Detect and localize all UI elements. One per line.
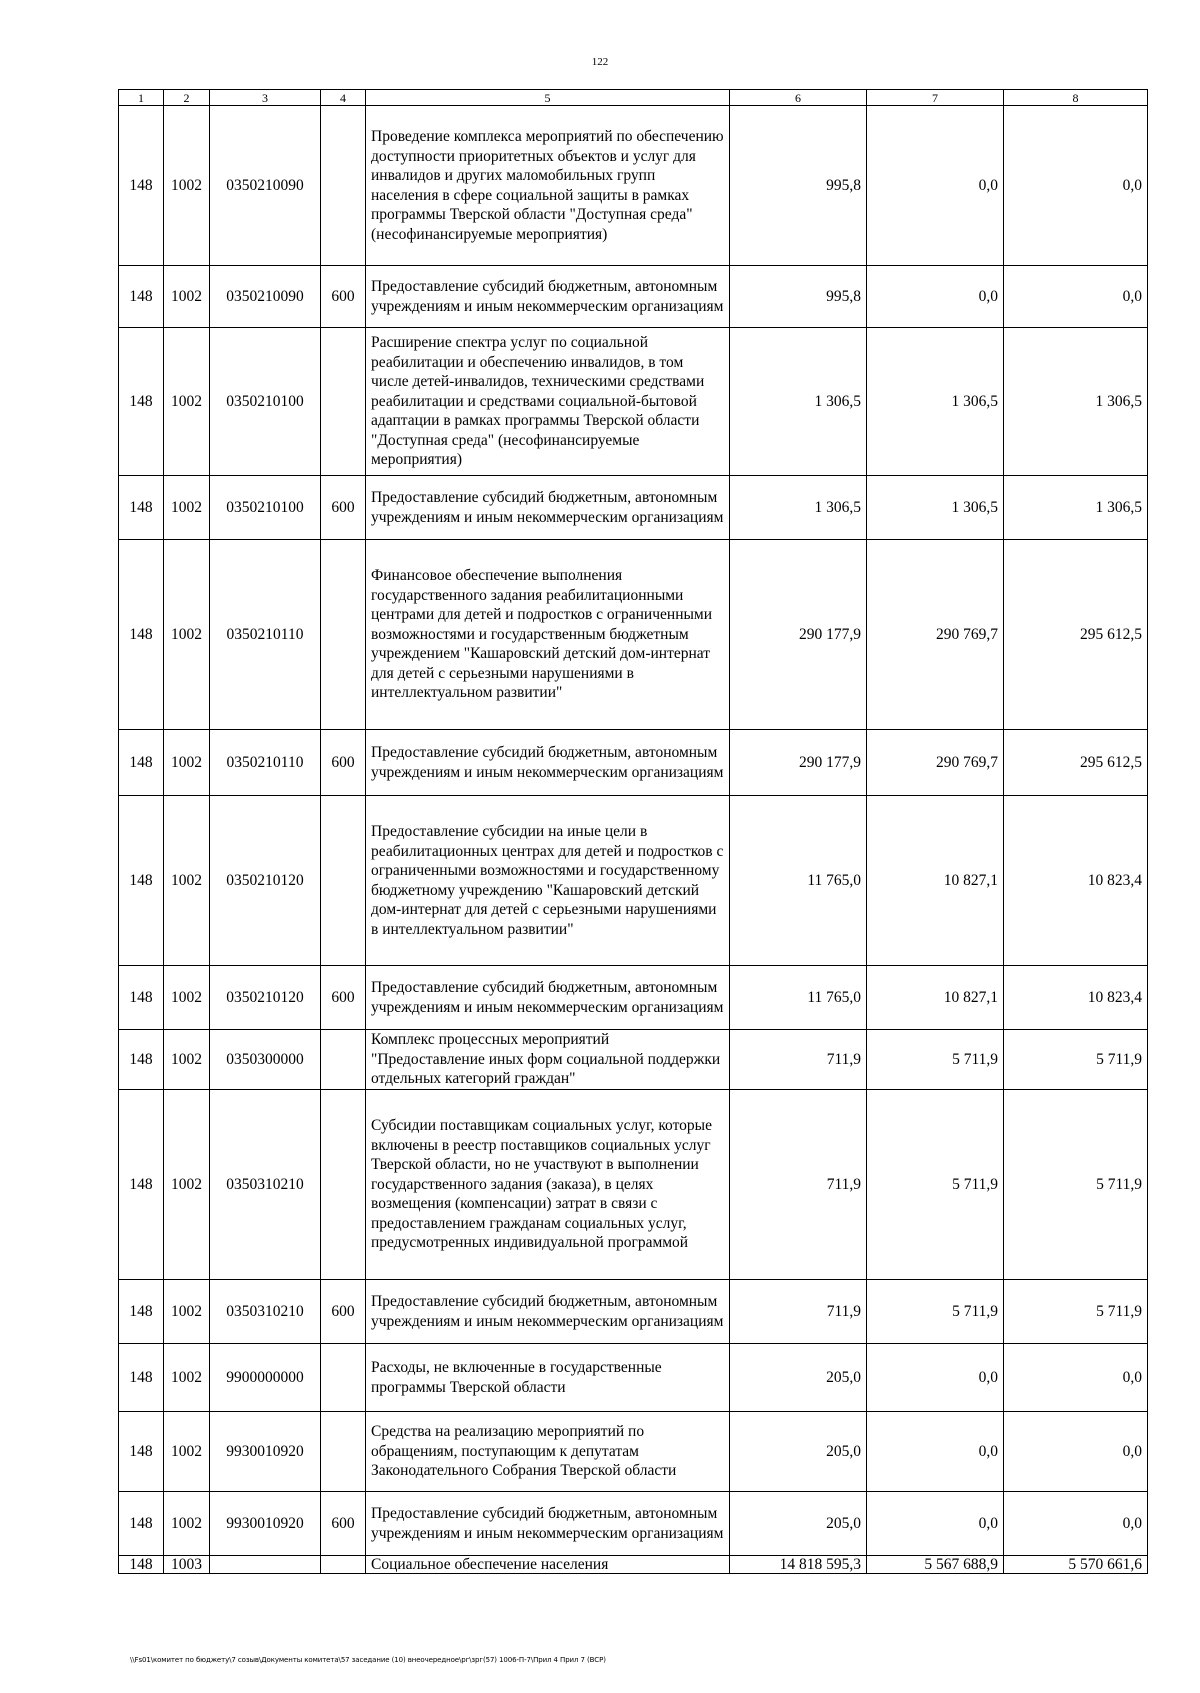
cell-target-article: 0350210090 <box>210 266 321 328</box>
cell-amount-6: 711,9 <box>730 1030 867 1090</box>
table-row <box>119 476 1148 540</box>
column-header: 1 <box>119 90 164 106</box>
cell-amount-6: 711,9 <box>730 1280 867 1344</box>
cell-expense-type <box>321 106 366 266</box>
cell-amount-8: 295 612,5 <box>1004 730 1148 796</box>
cell-amount-7: 0,0 <box>867 1412 1004 1492</box>
cell-name: Предоставление субсидий бюджетным, автономным учреждениям и иным некоммерческим организациям <box>366 1492 730 1556</box>
table-row <box>119 106 1148 266</box>
table-row <box>119 1492 1148 1556</box>
cell-target-article: 0350310210 <box>210 1280 321 1344</box>
cell-amount-6: 290 177,9 <box>730 730 867 796</box>
cell-name: Предоставление субсидий бюджетным, автономным учреждениям и иным некоммерческим организациям <box>366 266 730 328</box>
cell-name: Предоставление субсидий бюджетным, автономным учреждениям и иным некоммерческим организациям <box>366 1280 730 1344</box>
table-row <box>119 966 1148 1030</box>
cell-expense-type <box>321 1090 366 1280</box>
cell-ministry: 148 <box>119 328 164 476</box>
cell-ministry: 148 <box>119 1344 164 1412</box>
budget-table <box>118 89 1148 1574</box>
cell-expense-type: 600 <box>321 476 366 540</box>
cell-section: 1002 <box>164 966 210 1030</box>
cell-amount-7: 1 306,5 <box>867 328 1004 476</box>
header-row <box>119 90 1148 106</box>
cell-ministry: 148 <box>119 1030 164 1090</box>
cell-amount-8: 0,0 <box>1004 266 1148 328</box>
table-row <box>119 1280 1148 1344</box>
cell-name: Расходы, не включенные в государственные программы Тверской области <box>366 1344 730 1412</box>
cell-ministry: 148 <box>119 106 164 266</box>
table-row <box>119 1556 1148 1574</box>
cell-amount-7: 10 827,1 <box>867 796 1004 966</box>
cell-section: 1002 <box>164 106 210 266</box>
cell-expense-type <box>321 1030 366 1090</box>
column-header: 5 <box>366 90 730 106</box>
cell-amount-8: 0,0 <box>1004 1492 1148 1556</box>
cell-amount-8: 0,0 <box>1004 1412 1148 1492</box>
cell-ministry: 148 <box>119 266 164 328</box>
cell-name: Субсидии поставщикам социальных услуг, которые включены в реестр поставщиков социальных услуг Тверской области, но не участвуют в выполнении государственного задания (заказа), в целях возмещения (компенсации) затрат в связи с предоставлением гражданам социальных услуг, предусмотренных индивидуальной программой <box>366 1090 730 1280</box>
table-row <box>119 1090 1148 1280</box>
cell-expense-type: 600 <box>321 966 366 1030</box>
cell-section: 1002 <box>164 1280 210 1344</box>
cell-amount-7: 0,0 <box>867 1492 1004 1556</box>
column-header: 6 <box>730 90 867 106</box>
cell-amount-6: 995,8 <box>730 106 867 266</box>
cell-amount-8: 0,0 <box>1004 1344 1148 1412</box>
cell-name: Социальное обеспечение населения <box>366 1556 730 1574</box>
cell-expense-type <box>321 328 366 476</box>
cell-target-article <box>210 1556 321 1574</box>
table-row <box>119 540 1148 730</box>
column-header: 2 <box>164 90 210 106</box>
cell-name: Средства на реализацию мероприятий по обращениям, поступающим к депутатам Законодательного Собрания Тверской области <box>366 1412 730 1492</box>
cell-target-article: 0350310210 <box>210 1090 321 1280</box>
cell-section: 1002 <box>164 540 210 730</box>
table-row <box>119 328 1148 476</box>
cell-amount-6: 290 177,9 <box>730 540 867 730</box>
cell-target-article: 0350210110 <box>210 730 321 796</box>
cell-amount-6: 1 306,5 <box>730 476 867 540</box>
cell-ministry: 148 <box>119 1412 164 1492</box>
cell-amount-8: 5 711,9 <box>1004 1280 1148 1344</box>
cell-amount-7: 5 711,9 <box>867 1280 1004 1344</box>
cell-amount-8: 5 711,9 <box>1004 1090 1148 1280</box>
cell-section: 1002 <box>164 796 210 966</box>
cell-target-article: 0350210120 <box>210 796 321 966</box>
cell-section: 1002 <box>164 1492 210 1556</box>
cell-expense-type <box>321 1556 366 1574</box>
cell-amount-8: 10 823,4 <box>1004 796 1148 966</box>
cell-expense-type <box>321 1412 366 1492</box>
table-row <box>119 266 1148 328</box>
cell-amount-6: 11 765,0 <box>730 796 867 966</box>
cell-expense-type: 600 <box>321 1492 366 1556</box>
cell-ministry: 148 <box>119 730 164 796</box>
cell-name: Предоставление субсидий бюджетным, автономным учреждениям и иным некоммерческим организациям <box>366 966 730 1030</box>
cell-section: 1002 <box>164 1412 210 1492</box>
cell-expense-type: 600 <box>321 266 366 328</box>
cell-section: 1002 <box>164 730 210 796</box>
file-path-footer: \\Fs01\комитет по бюджету\7 созыв\Документы комитета\57 заседание (10) внеочередное\рг\зрг(57) 1006-П-7\Прил 4 Прил 7 (ВСР) <box>130 1656 606 1664</box>
cell-amount-6: 205,0 <box>730 1492 867 1556</box>
cell-amount-6: 205,0 <box>730 1412 867 1492</box>
column-header: 4 <box>321 90 366 106</box>
cell-section: 1002 <box>164 476 210 540</box>
cell-expense-type <box>321 1344 366 1412</box>
cell-amount-6: 995,8 <box>730 266 867 328</box>
cell-amount-6: 11 765,0 <box>730 966 867 1030</box>
cell-ministry: 148 <box>119 796 164 966</box>
cell-ministry: 148 <box>119 1556 164 1574</box>
cell-name: Предоставление субсидий бюджетным, автономным учреждениям и иным некоммерческим организациям <box>366 476 730 540</box>
table-row <box>119 1412 1148 1492</box>
table-row <box>119 1030 1148 1090</box>
cell-section: 1002 <box>164 1090 210 1280</box>
cell-section: 1002 <box>164 1344 210 1412</box>
cell-ministry: 148 <box>119 1090 164 1280</box>
cell-amount-8: 10 823,4 <box>1004 966 1148 1030</box>
cell-amount-6: 205,0 <box>730 1344 867 1412</box>
cell-section: 1002 <box>164 266 210 328</box>
cell-name: Предоставление субсидии на иные цели в реабилитационных центрах для детей и подростков с ограниченными возможностями и государственному бюджетному учреждению "Кашаровский детский дом-интернат для детей с серьезными нарушениями в интеллектуальном развитии" <box>366 796 730 966</box>
cell-target-article: 0350210100 <box>210 328 321 476</box>
cell-name: Проведение комплекса мероприятий по обеспечению доступности приоритетных объектов и услуг для инвалидов и других маломобильных групп населения в сфере социальной защиты в рамках программы Тверской области "Доступная среда" (несофинансируемые мероприятия) <box>366 106 730 266</box>
cell-amount-7: 1 306,5 <box>867 476 1004 540</box>
cell-section: 1003 <box>164 1556 210 1574</box>
cell-section: 1002 <box>164 328 210 476</box>
table-row <box>119 796 1148 966</box>
cell-section: 1002 <box>164 1030 210 1090</box>
cell-expense-type: 600 <box>321 1280 366 1344</box>
column-header: 3 <box>210 90 321 106</box>
cell-expense-type <box>321 796 366 966</box>
cell-amount-8: 1 306,5 <box>1004 476 1148 540</box>
table-row <box>119 1344 1148 1412</box>
cell-target-article: 9930010920 <box>210 1492 321 1556</box>
cell-amount-7: 0,0 <box>867 266 1004 328</box>
column-header: 8 <box>1004 90 1148 106</box>
cell-name: Предоставление субсидий бюджетным, автономным учреждениям и иным некоммерческим организациям <box>366 730 730 796</box>
cell-amount-7: 290 769,7 <box>867 540 1004 730</box>
cell-amount-7: 5 711,9 <box>867 1090 1004 1280</box>
cell-amount-8: 5 711,9 <box>1004 1030 1148 1090</box>
cell-ministry: 148 <box>119 966 164 1030</box>
page-number: 122 <box>591 56 609 68</box>
cell-amount-7: 5 711,9 <box>867 1030 1004 1090</box>
column-header: 7 <box>867 90 1004 106</box>
cell-target-article: 0350210090 <box>210 106 321 266</box>
cell-amount-6: 14 818 595,3 <box>730 1556 867 1574</box>
cell-target-article: 0350300000 <box>210 1030 321 1090</box>
table-row <box>119 730 1148 796</box>
cell-target-article: 9900000000 <box>210 1344 321 1412</box>
cell-ministry: 148 <box>119 1280 164 1344</box>
cell-name: Расширение спектра услуг по социальной реабилитации и обеспечению инвалидов, в том числе детей-инвалидов, техническими средствами реабилитации и средствами социальной-бытовой адаптации в рамках программы Тверской области "Доступная среда" (несофинансируемые мероприятия) <box>366 328 730 476</box>
cell-target-article: 0350210100 <box>210 476 321 540</box>
cell-amount-7: 290 769,7 <box>867 730 1004 796</box>
cell-amount-6: 711,9 <box>730 1090 867 1280</box>
cell-name: Комплекс процессных мероприятий "Предоставление иных форм социальной поддержки отдельных категорий граждан" <box>366 1030 730 1090</box>
cell-amount-8: 0,0 <box>1004 106 1148 266</box>
cell-expense-type <box>321 540 366 730</box>
cell-amount-8: 295 612,5 <box>1004 540 1148 730</box>
cell-target-article: 0350210120 <box>210 966 321 1030</box>
cell-amount-8: 5 570 661,6 <box>1004 1556 1148 1574</box>
cell-target-article: 9930010920 <box>210 1412 321 1492</box>
cell-amount-6: 1 306,5 <box>730 328 867 476</box>
cell-amount-7: 5 567 688,9 <box>867 1556 1004 1574</box>
cell-target-article: 0350210110 <box>210 540 321 730</box>
cell-name: Финансовое обеспечение выполнения государственного задания реабилитационными центрами для детей и подростков с ограниченными возможностями и государственным бюджетным учреждением "Кашаровский детский дом-интернат для детей с серьезными нарушениями в интеллектуальном развитии" <box>366 540 730 730</box>
cell-amount-7: 10 827,1 <box>867 966 1004 1030</box>
cell-amount-8: 1 306,5 <box>1004 328 1148 476</box>
cell-ministry: 148 <box>119 540 164 730</box>
cell-ministry: 148 <box>119 1492 164 1556</box>
cell-ministry: 148 <box>119 476 164 540</box>
cell-amount-7: 0,0 <box>867 106 1004 266</box>
cell-amount-7: 0,0 <box>867 1344 1004 1412</box>
cell-expense-type: 600 <box>321 730 366 796</box>
